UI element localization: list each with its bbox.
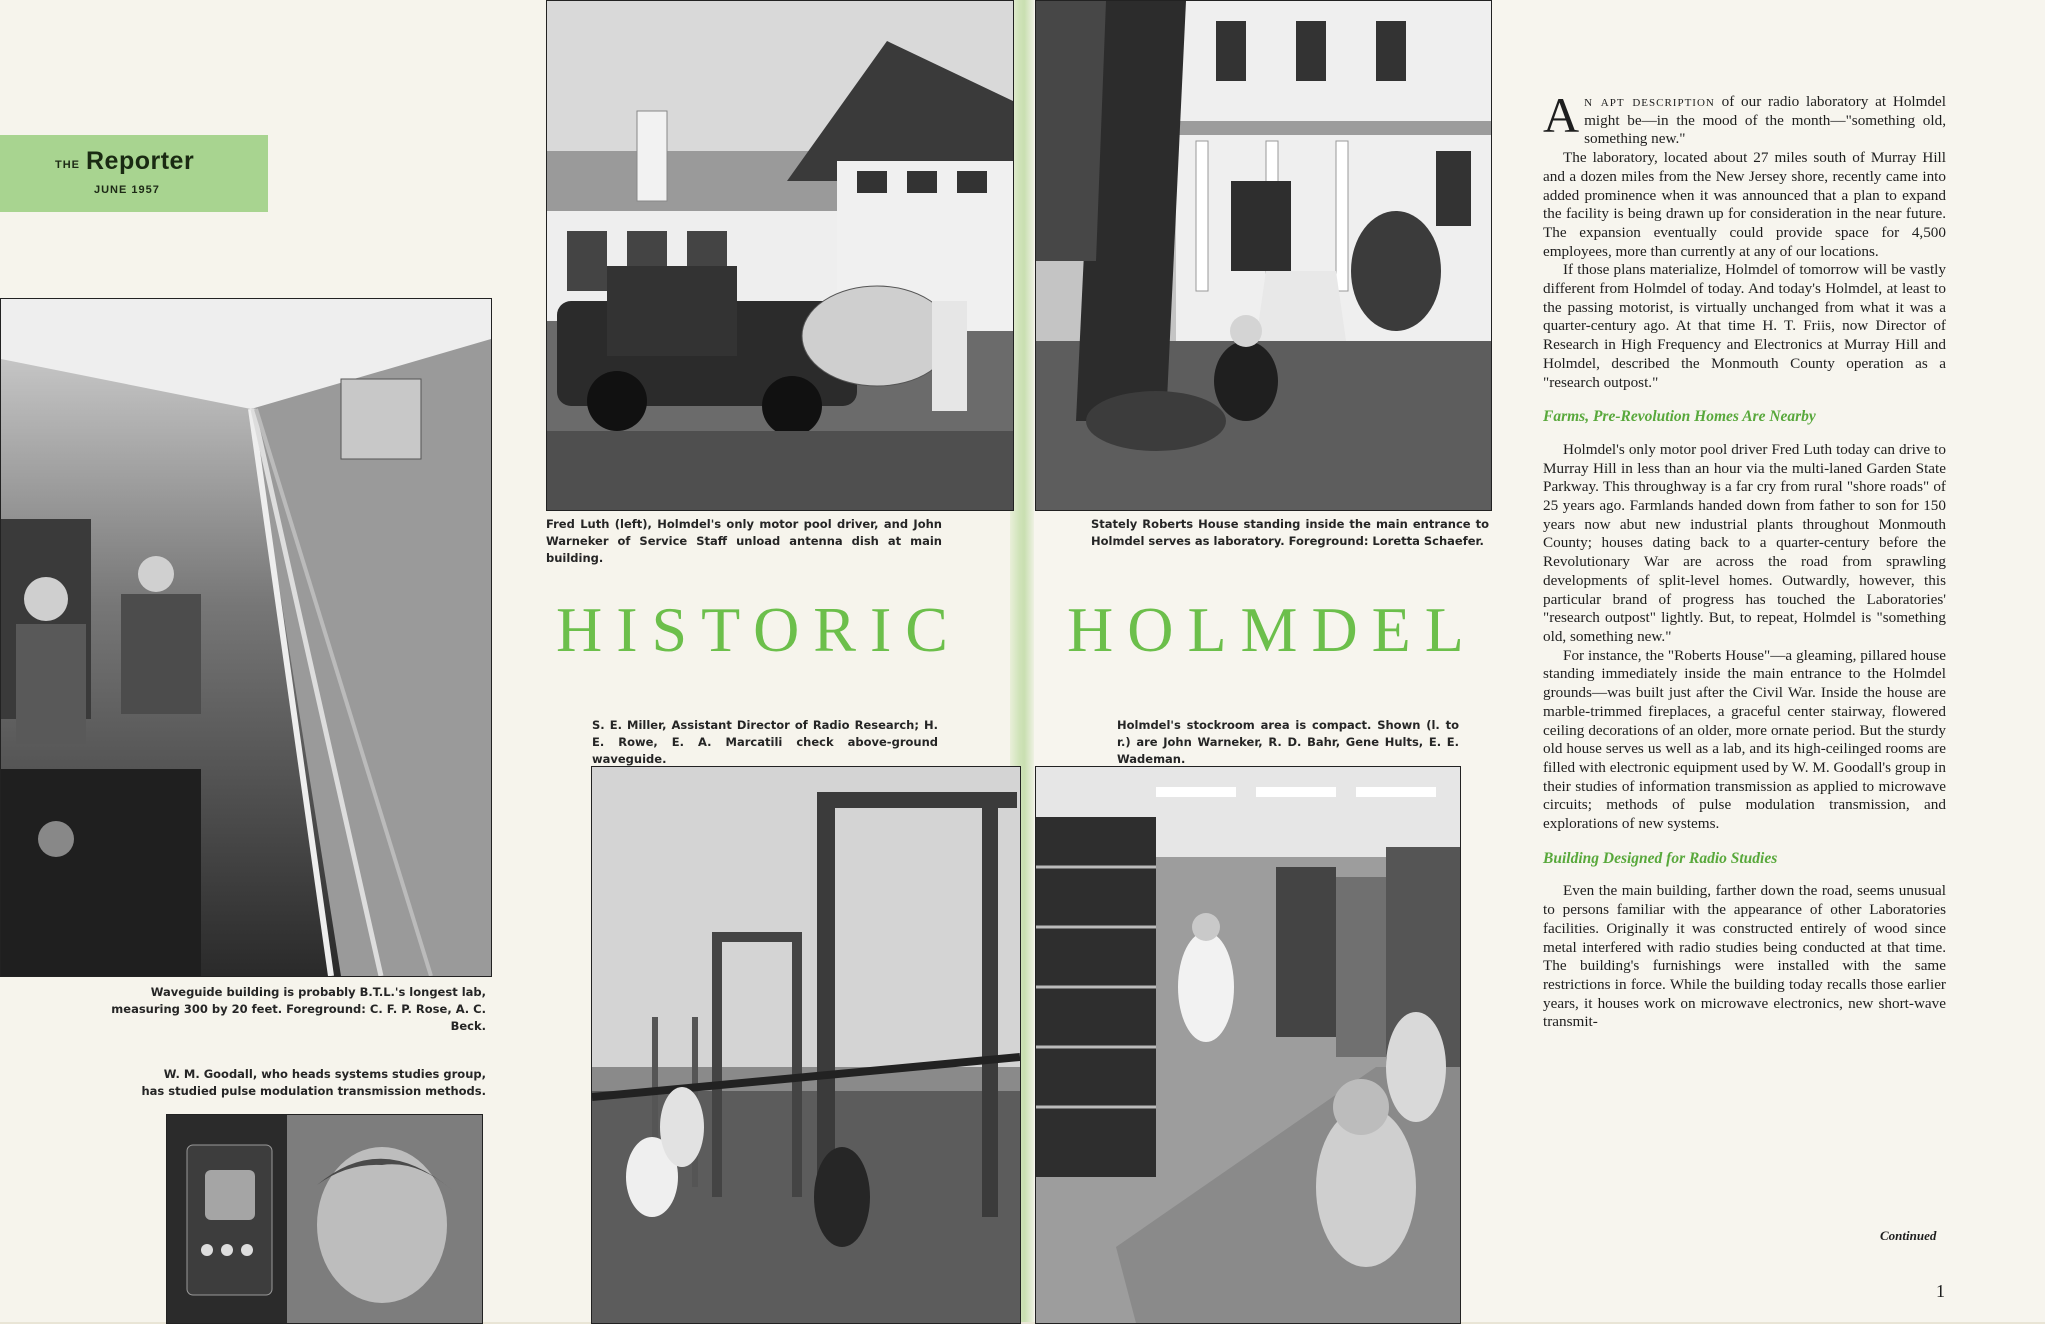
article-paragraph: Even the main building, farther down the road, seems unusual to persons familiar with the appearance of other Laboratories facilities. Originally it was constructed entirely of wood since metal interfered with radio studies being conducted at that time. The building's furnishings were installed with the same restrictions in force. While the building today recalls those earlier years, it houses work on microwave electronics, new short-wave transmit- [1543, 882, 1946, 1031]
outdoor-waveguide-photo [591, 766, 1021, 1324]
waveguide-building-caption: Waveguide building is probably B.T.L.'s longest lab, measuring 300 by 20 feet. Foreground: C. F. P. Rose, A. C. Beck. [111, 985, 486, 1033]
waveguide-building-photo [0, 298, 492, 977]
page-number: 1 [1936, 1281, 1945, 1301]
stockroom-caption: Holmdel's stockroom area is compact. Shown (l. to r.) are John Warneker, R. D. Bahr, Gene Hults, E. E. Wademan. [1117, 718, 1459, 766]
continued-label: Continued [1880, 1228, 1937, 1243]
headline-holmdel: HOLMDEL [1067, 594, 1478, 665]
masthead-the: THE [55, 159, 80, 171]
roberts-house-photo [1035, 0, 1492, 511]
masthead-block [0, 135, 268, 212]
truck-antenna-caption: Fred Luth (left), Holmdel's only motor pool driver, and John Warneker of Service Staff unload antenna dish at main building. [546, 517, 942, 565]
outdoor-waveguide-caption: S. E. Miller, Assistant Director of Radio Research; H. E. Rowe, E. A. Marcatili check above-ground waveguide. [592, 718, 938, 766]
truck-antenna-photo [546, 0, 1014, 511]
article-paragraph: Holmdel's only motor pool driver Fred Luth today can drive to Murray Hill in less than an hour via the multi-laned Garden State Parkway. This throughway is a far cry from rural "shore roads" of 25 years ago. Farmlands handed down from father to son for 150 years now abut new industrial plants throughout Monmouth County; houses dating back to a quarter-century before the Revolutionary War are across the road from sprawling developments of split-level homes. Outwardly, however, this particular brand of progress has touched the Laboratories' "research outpost" lightly. But, to repeat, Holmdel is "something old, something new." [1543, 440, 1946, 645]
masthead-title: Reporter [86, 147, 195, 175]
roberts-house-caption: Stately Roberts House standing inside the main entrance to Holmdel serves as laboratory. Foreground: Loretta Schaefer. [1091, 517, 1489, 548]
article-body [1543, 87, 1947, 1032]
stockroom-photo [1035, 766, 1461, 1324]
drop-cap: A [1543, 87, 1580, 143]
lead-text: of our radio laboratory at Holmdel might be—in the mood of the month—"something old, something new." [1584, 93, 1947, 148]
article-paragraph: For instance, the "Roberts House"—a gleaming, pillared house standing immediately inside the main entrance to the Holmdel grounds—was built just after the Civil War. Inside the house are marble-trimmed fireplaces, a graceful center stairway, flowered ceiling decorations of an older, more ornate period. But the sturdy old house serves us well as a lab, and its high-ceilinged rooms are filled with electronic equipment used by W. M. Goodall's group in their studies of information transmission as applied to microwave circuits; methods of pulse modulation transmission, and explorations of new systems. [1543, 646, 1946, 833]
article-lead-paragraph [1543, 87, 1947, 149]
lead-small-caps: n apt description [1584, 93, 1715, 110]
article-subhead: Farms, Pre-Revolution Homes Are Nearby [1543, 408, 1816, 426]
article-paragraph: If those plans materialize, Holmdel of tomorrow will be vastly different from Holmdel of today. And today's Holmdel, at least to the passing motorist, is virtually unchanged from what it was a quarter-century ago. At that time H. T. Friis, now Director of Research in High Frequency and Electronics at Murray Hill and Holmdel, described the Monmouth County operation as a "research outpost." [1543, 261, 1946, 391]
article-paragraph: The laboratory, located about 27 miles south of Murray Hill and a dozen miles from the New Jersey shore, recently came into added prominence when it was announced that a plan to expand the facility is being drawn up for consideration in the near future. The expansion eventually could provide space for 4,500 employees, more than currently at any of our locations. [1543, 149, 1946, 260]
goodall-caption: W. M. Goodall, who heads systems studies group, has studied pulse modulation transmission methods. [141, 1067, 486, 1098]
article-subhead: Building Designed for Radio Studies [1543, 849, 1778, 867]
masthead-date: JUNE 1957 [94, 184, 160, 196]
headline-historic: HISTORIC [556, 594, 962, 665]
goodall-portrait-photo [166, 1114, 483, 1324]
